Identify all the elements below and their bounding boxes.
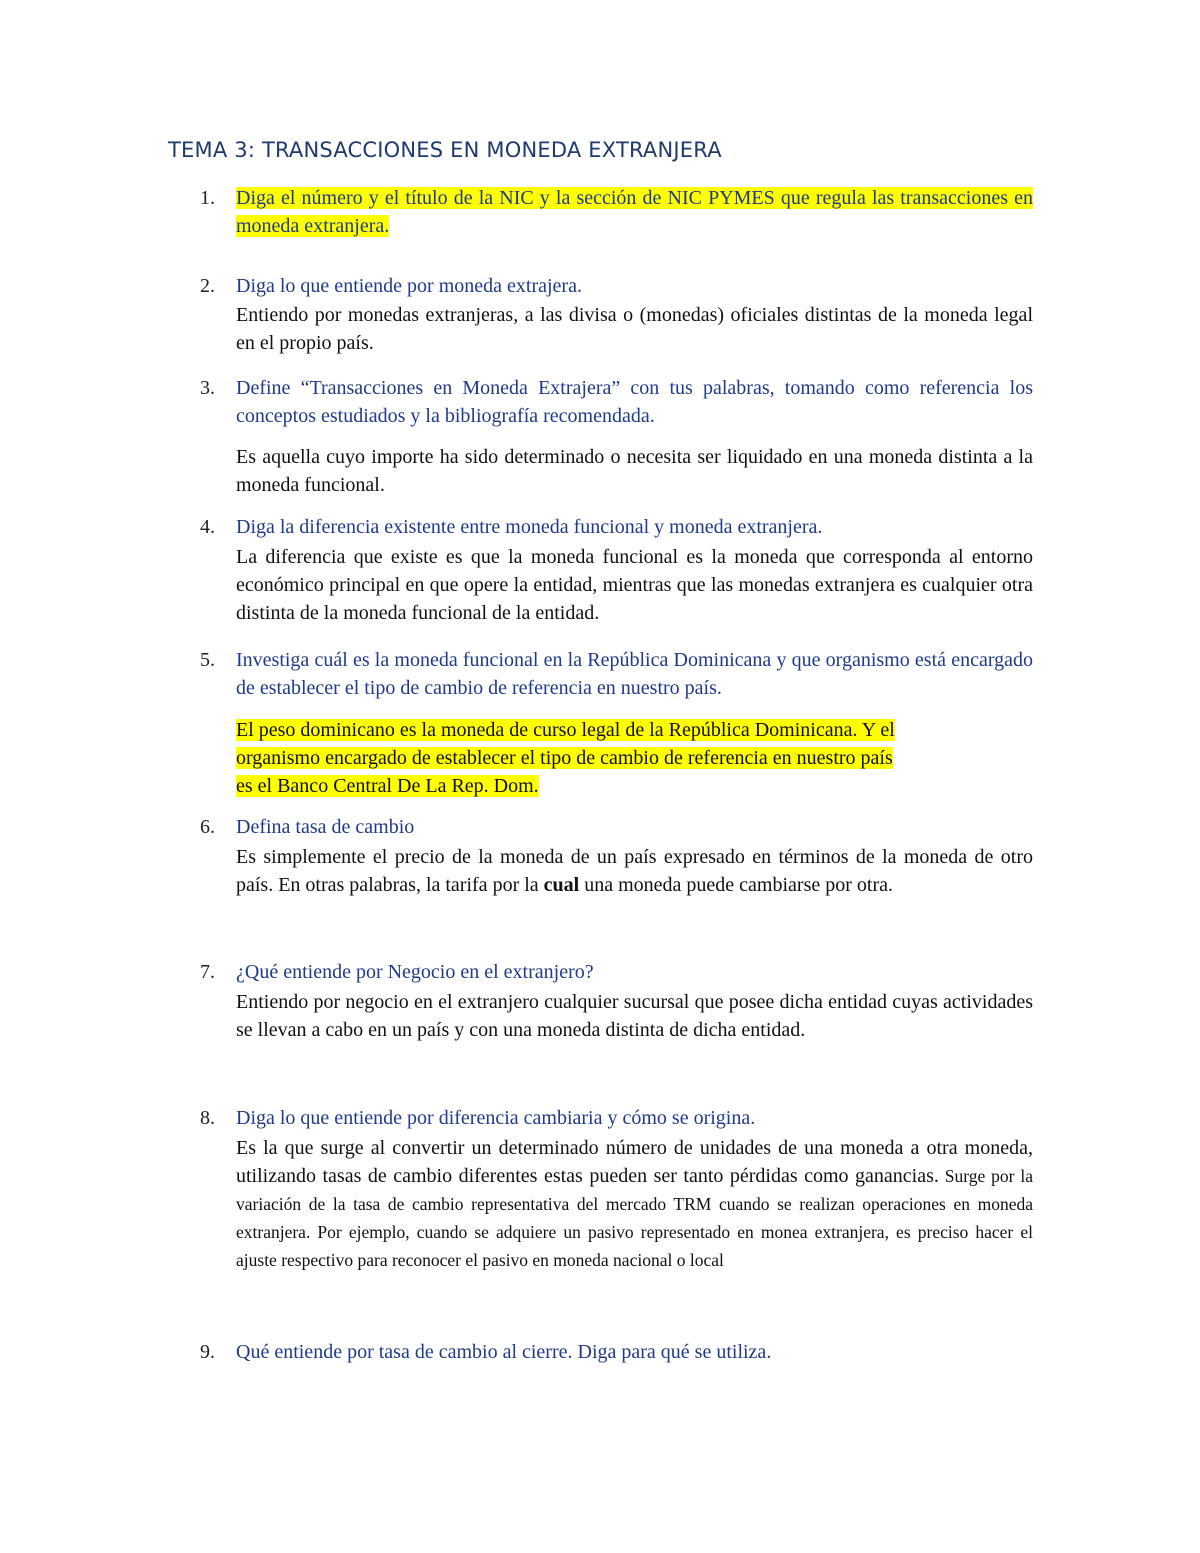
answer-text-small: Surge por la variación de la tasa de cambio representativa del mercado TRM cuando se realizan operaciones en moneda extranjera. Por ejemplo, cuando se adquiere un pasivo representado en monea extranjera, es preciso hacer el ajuste respectivo para reconocer el pasivo en moneda nacional o local xyxy=(236,1166,1033,1270)
question-number: 5. xyxy=(200,649,215,671)
answer-text-end: una moneda puede cambiarse por otra. xyxy=(579,874,893,896)
question-6 xyxy=(200,813,1033,899)
question-8 xyxy=(200,1104,1033,1274)
question-number: 7. xyxy=(200,961,215,983)
question-1 xyxy=(200,184,1033,240)
question-number: 3. xyxy=(200,377,215,399)
question-3 xyxy=(200,374,1033,430)
answer-text: La diferencia que existe es que la moneda funcional es la moneda que corresponda al entorno económico principal en que opere la entidad, mientras que las monedas extranjera es cualquier otra distinta de la moneda funcional de la entidad. xyxy=(236,546,1033,624)
answer-line: organismo encargado de establecer el tipo de cambio de referencia en nuestro país xyxy=(236,747,893,769)
question-text: Defina tasa de cambio xyxy=(236,816,415,838)
answer-bold-word: cual xyxy=(543,874,580,896)
answer-5 xyxy=(236,716,1033,800)
question-4 xyxy=(200,513,1033,627)
answer-text: Entiendo por monedas extranjeras, a las divisa o (monedas) oficiales distintas de la moneda legal en el propio país. xyxy=(236,304,1033,354)
question-number: 4. xyxy=(200,516,215,538)
question-text: Investiga cuál es la moneda funcional en la República Dominicana y que organismo está encargado de establecer el tipo de cambio de referencia en nuestro país. xyxy=(236,649,1033,699)
answer-line: es el Banco Central De La Rep. Dom. xyxy=(236,775,539,797)
question-number: 6. xyxy=(200,816,215,838)
page-title: TEMA 3: TRANSACCIONES EN MONEDA EXTRANJERA xyxy=(168,138,722,162)
question-text: Define “Transacciones en Moneda Extrajera” con tus palabras, tomando como referencia los conceptos estudiados y la bibliografía recomendada. xyxy=(236,377,1033,427)
answer-text-main: Es la que surge al convertir un determinado número de unidades de una moneda a otra moneda, utilizando tasas de cambio diferentes estas pueden ser tanto pérdidas como ganancias. xyxy=(236,1137,1033,1187)
answer-3 xyxy=(236,443,1033,499)
question-5 xyxy=(200,646,1033,702)
question-number: 8. xyxy=(200,1107,215,1129)
question-9 xyxy=(200,1338,1033,1366)
question-text: Diga lo que entiende por diferencia cambiaria y cómo se origina. xyxy=(236,1107,756,1129)
answer-text: Es aquella cuyo importe ha sido determinado o necesita ser liquidado en una moneda distinta a la moneda funcional. xyxy=(236,446,1033,496)
question-2 xyxy=(200,272,1033,357)
answer-text-start: Es simplemente el precio de la moneda de un país expresado en términos de la moneda de otro país. En otras palabras, la tarifa por la xyxy=(236,846,1033,896)
question-number: 9. xyxy=(200,1341,215,1363)
question-text: Diga lo que entiende por moneda extrajera. xyxy=(236,275,582,297)
answer-text: Entiendo por negocio en el extranjero cualquier sucursal que posee dicha entidad cuyas actividades se llevan a cabo en un país y con una moneda distinta de dicha entidad. xyxy=(236,991,1033,1041)
answer-text xyxy=(236,1134,1033,1274)
question-7 xyxy=(200,958,1033,1044)
question-text: Qué entiende por tasa de cambio al cierre. Diga para qué se utiliza. xyxy=(236,1341,772,1363)
question-number: 2. xyxy=(200,275,215,297)
answer-line: El peso dominicano es la moneda de curso legal de la República Dominicana. Y el xyxy=(236,719,895,741)
question-text: Diga el número y el título de la NIC y la sección de NIC PYMES que regula las transacciones en moneda extranjera. xyxy=(236,187,1033,237)
answer-text xyxy=(236,843,1033,899)
question-text: Diga la diferencia existente entre moneda funcional y moneda extranjera. xyxy=(236,516,823,538)
question-number: 1. xyxy=(200,187,215,209)
question-text: ¿Qué entiende por Negocio en el extranjero? xyxy=(236,961,594,983)
